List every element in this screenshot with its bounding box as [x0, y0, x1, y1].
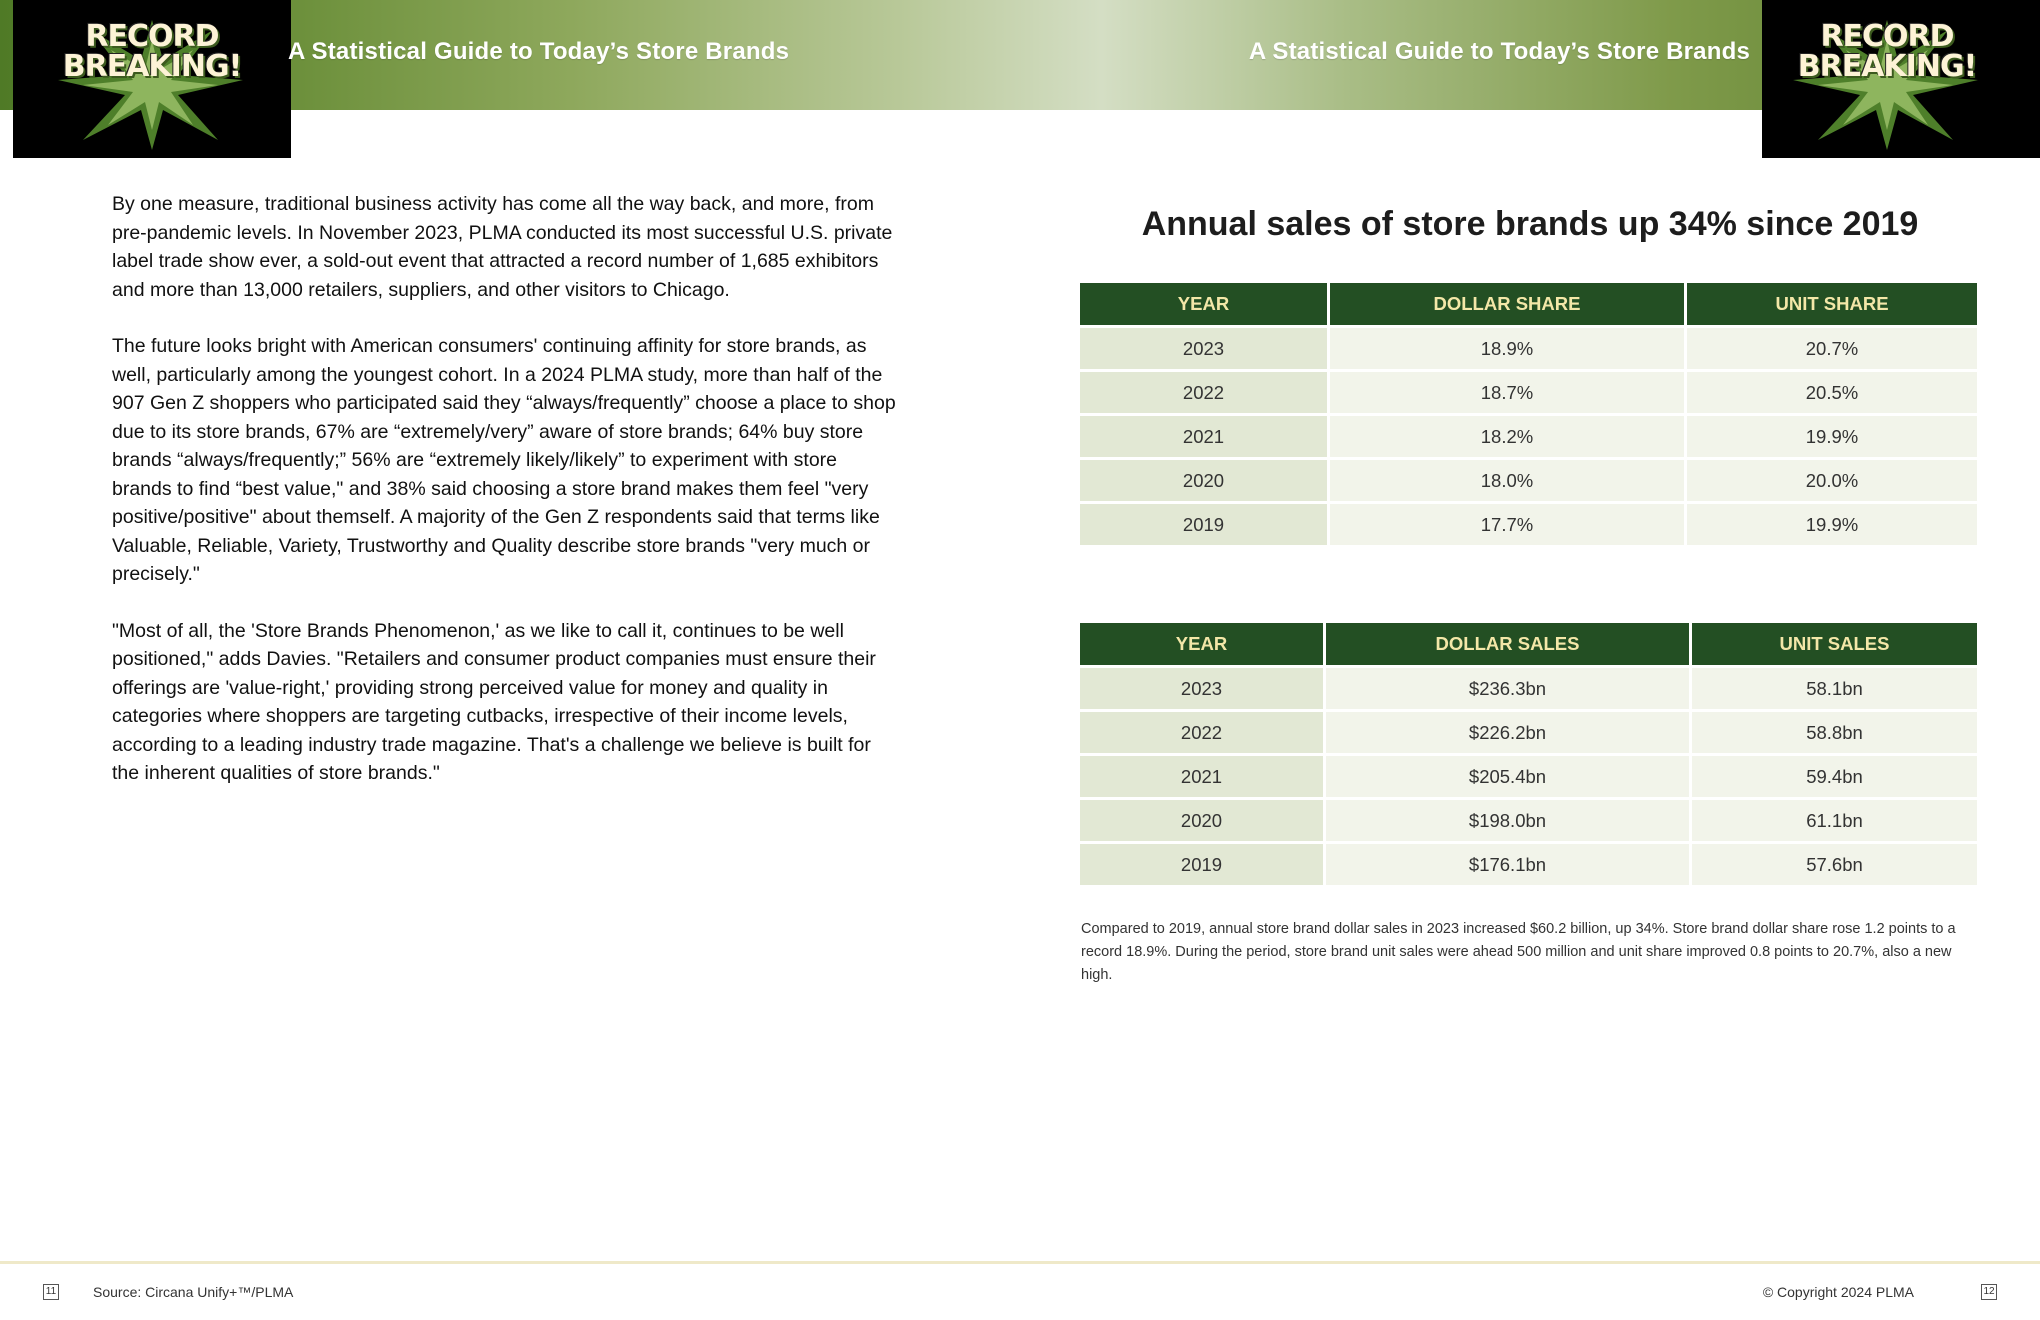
column-header: DOLLAR SALES [1325, 623, 1691, 667]
cell-year: 2020 [1080, 459, 1329, 503]
cell-unit-share: 20.5% [1686, 371, 1978, 415]
share-table [1080, 283, 1977, 545]
cell-unit-sales: 61.1bn [1691, 799, 1978, 843]
paragraph: By one measure, traditional business activity has come all the way back, and more, from pre-pandemic levels. In November 2023, PLMA conducted its most successful U.S. private label trade show ever, a sold-out event that attracted a record number of 1,685 exhibitors and more than 13,000 retailers, suppliers, and other visitors to Chicago. [112, 193, 893, 301]
table-row [1080, 415, 1977, 459]
logo-line-1: RECORD [85, 19, 219, 54]
column-header: UNIT SHARE [1686, 283, 1978, 327]
table-row [1080, 667, 1977, 711]
cell-year: 2021 [1080, 755, 1325, 799]
page-number-left: 11 [43, 1284, 59, 1300]
cell-year: 2020 [1080, 799, 1325, 843]
cell-unit-sales: 58.8bn [1691, 711, 1978, 755]
cell-unit-sales: 58.1bn [1691, 667, 1978, 711]
cell-dollar-sales: $226.2bn [1325, 711, 1691, 755]
cell-unit-share: 19.9% [1686, 503, 1978, 546]
cell-unit-sales: 57.6bn [1691, 843, 1978, 886]
cell-unit-sales: 59.4bn [1691, 755, 1978, 799]
cell-dollar-share: 18.9% [1329, 327, 1686, 371]
table-row [1080, 755, 1977, 799]
cell-year: 2022 [1080, 711, 1325, 755]
chart-title: Annual sales of store brands up 34% since 2019 [1141, 205, 1919, 243]
table-row [1080, 327, 1977, 371]
table-header-row [1080, 623, 1977, 667]
source-credit: Source: Circana Unify+™/PLMA [93, 1284, 294, 1300]
cell-dollar-sales: $176.1bn [1325, 843, 1691, 886]
logo-line-1: RECORD [1820, 19, 1954, 54]
cell-dollar-sales: $205.4bn [1325, 755, 1691, 799]
logo-line-2: BREAKING! [62, 49, 242, 84]
logo-right [1762, 0, 2040, 158]
page-number-right: 12 [1981, 1284, 1997, 1300]
logo-line-2: BREAKING! [1797, 49, 1977, 84]
cell-unit-share: 20.0% [1686, 459, 1978, 503]
cell-dollar-sales: $236.3bn [1325, 667, 1691, 711]
column-header: UNIT SALES [1691, 623, 1978, 667]
cell-unit-share: 20.7% [1686, 327, 1978, 371]
cell-dollar-sales: $198.0bn [1325, 799, 1691, 843]
cell-year: 2021 [1080, 415, 1329, 459]
sales-table [1080, 623, 1977, 885]
paragraph: The future looks bright with American consumers' continuing affinity for store brands, as well, particularly among the youngest cohort. In a 2024 PLMA study, more than half of the 907 Gen Z shoppers who participated said they “always/frequently” choose a place to shop due to its store brands, 67% are “extremely/very” aware of store brands; 64% buy store brands “always/frequently;” 56% are “extremely likely/likely” to experiment with store brands to find “best value," and 38% said choosing a store brand makes them feel "very positive/positive" about themself. A majority of the Gen Z respondents said that terms like Valuable, Reliable, Variety, Trustworthy and Quality describe store brands "very much or precisely." [112, 335, 896, 585]
cell-year: 2019 [1080, 503, 1329, 546]
column-header: YEAR [1080, 623, 1325, 667]
cell-dollar-share: 17.7% [1329, 503, 1686, 546]
cell-year: 2023 [1080, 667, 1325, 711]
table-row [1080, 503, 1977, 546]
cell-dollar-share: 18.2% [1329, 415, 1686, 459]
column-header: YEAR [1080, 283, 1329, 327]
cell-dollar-share: 18.7% [1329, 371, 1686, 415]
cell-unit-share: 19.9% [1686, 415, 1978, 459]
table-row [1080, 711, 1977, 755]
cell-year: 2019 [1080, 843, 1325, 886]
column-header: DOLLAR SHARE [1329, 283, 1686, 327]
table-row [1080, 799, 1977, 843]
header-title-right: A Statistical Guide to Today’s Store Brands [1248, 38, 1750, 65]
copyright: © Copyright 2024 PLMA [1762, 1284, 1914, 1300]
header-title-left: A Statistical Guide to Today’s Store Brands [288, 38, 790, 65]
logo-left [13, 0, 291, 158]
footer-divider [0, 1261, 2040, 1264]
table-row [1080, 459, 1977, 503]
article-body [112, 190, 902, 816]
paragraph: "Most of all, the 'Store Brands Phenomenon,' as we like to call it, continues to be well positioned," adds Davies. "Retailers and consumer product companies must ensure their offerings are 'value-right,' providing strong perceived value for money and quality in categories where shoppers are targeting cutbacks, irrespective of their income levels, according to a leading industry trade magazine. That's a challenge we believe is built for the inherent qualities of store brands." [112, 619, 876, 784]
cell-dollar-share: 18.0% [1329, 459, 1686, 503]
table-row [1080, 371, 1977, 415]
cell-year: 2022 [1080, 371, 1329, 415]
table-row [1080, 843, 1977, 886]
table-header-row [1080, 283, 1977, 327]
cell-year: 2023 [1080, 327, 1329, 371]
summary-note: Compared to 2019, annual store brand dollar sales in 2023 increased $60.2 billion, up 34%. Store brand dollar share rose 1.2 points to a record 18.9%. During the period, store brand unit sales were ahead 500 million and unit share improved 0.8 points to 20.7%, also a new high. [1081, 921, 1956, 983]
